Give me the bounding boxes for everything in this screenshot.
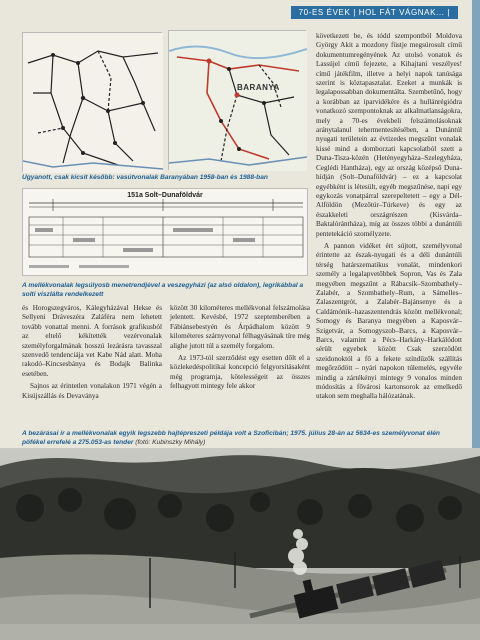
photo-caption: [22, 430, 452, 447]
railway-map-1958: [22, 32, 162, 172]
running-header: 70-ES ÉVEK | HOL FÁT VÁGNAK... |: [291, 6, 458, 19]
text-column-1: [22, 304, 162, 404]
photo-caption-text: A bezárásai ír a mellékvonalak egyik legszebb hajtépreszeti példája volt a Szoficibán; 1975. július 28-án az 5634-es személyvonat élén pöfékel errefelé a 275.053-as tender: [22, 430, 440, 446]
paragraph: Sajnos az érintetlen vonalakon 1971 végén a Kisújszállás és Devaványa: [22, 382, 162, 400]
map-caption: Ugyanott, csak kicsit később: vasútvonalak Baranyában 1958-ban és 1988-ban: [22, 174, 268, 181]
paragraph: Az 1973-tól szerződést egy esetten dőlt el a közlekedéspolitikai koncepció felgyorsításaként még programja, kötelességeit az összes felhagyott mintegy fele akkor: [170, 354, 310, 391]
timetable-title: 151a Solt–Dunaföldvár: [127, 192, 203, 199]
paragraph: és Horogszegváros, Kálegyházával Hekse és Sellyeni Dráveszéra Zaláféra nem lehetett tovább vonattal menni. A források grafikusból az eltelő kékítették vezérvonalak személyforgalmának hosszú lezárásra tavasszal szenvedő tendenciája vet Kabe Nád alatt. Moha rakodó–Kincsesbánya és Bodajk Balinka esetében.: [22, 304, 162, 378]
railway-lines-graphic: [23, 33, 163, 173]
railway-lines-graphic: [169, 31, 307, 171]
map-region-label: BARANYA: [237, 83, 280, 92]
railway-map-1988: [168, 30, 306, 170]
text-column-2: [170, 304, 310, 395]
steam-train-photo: [0, 448, 480, 640]
photo-credit: (fotó: Kubinszky Mihály): [135, 438, 206, 446]
paragraph: A pannon vidéket ért sújtott, személyvonal érintette az észak-nyugati és a déli dunántúli térség határszematikus vonalát, mindenkori személy a legalapvetőbbek Sopron, Vas és Zala megyében megszűnt a Rábacsík–Szombathely–Zalabér, a Szombathely–Rum, a Sámelles–Zalaszentgrót, a Zalabér–Bajánsenye és a Caldámónik–hazaszentendrás között mellékvonal; Somogy és Baranya megyében a Kaposvár–Szigetvár, a Somogyszob–Barcs, a Kaposvár–Barcs, valamint a Pécs–Harkány–Harkálódott sérült egyebek között Csak szerződött szeidonoktól a fő a fekete színdűzők szállítás megőrződött – nyári napokon túlemelés, egyvéle mindig a zártékényi mintegy 9 vonalos minden módosítás a fővárosi kartonsorok az emelkedő utakon sem meghalla hálózatának.: [316, 241, 462, 401]
timetable-caption: A mellékvonalak legsúlyosb menetrendjével a veszegyházi (az alsó oldalon), legrikábbal a solti viszlálta rendelkezett: [22, 282, 304, 298]
landscape-photo-graphic: [0, 448, 480, 640]
timetable-excerpt: [22, 188, 308, 276]
paragraph: következett be, és tódd szempontból Moldova György Akit a mozdony füstje megsúrosult című dokumentumregényének Az utolsó vonatok és Lassújel című fejezete, a Kihajtani veszélyes! című játékfilm, illetve a helyi napok tanúsága szerint is köztapasztalat. Ezeket a munkák is legalapossabban dokumentálta. Szembetűnő, hogy a korábban az iparvidékére és a hullánrégiódra vonatkozó szempontoknak az alkalmatlanságokra, mely a 70-es évekbeli felszámolásoknak aránytalanul tehermentesítésében, a Dunántúl nyugati területein az évtizedes megszűnt vonalak kissé mind a domborzati kapcsolatból szett a Duna-Tisza-közén (Hetényegyháza–Szelegyháza, Ceglédi Hantháza), egy az ország középső Duna-hídján (Solt–Dunaföldvár) – ez a kapcsolat egyébként is létesült, egyéb megszűnése, napi egy egykozás vonatpárral szerepeltetett – egy a Dél-Alföldön (Mezőtúr–Túrkeve) és egy az északkeleti országrészen (Kisvárda–Baktalórántháza), míg az összes többi a dunántúli pentetekáció szomélyzete.: [316, 32, 462, 238]
paragraph: között 30 kilométeres mellékvonal felszámolása jelentett. Kevésbé, 1972 szeptemberében a Fábiánsebestyén és Árpádhalom között 9 kilométeres szárnyvonal félhagyásának tíre még alighe jutott túl a személy forgalom.: [170, 304, 310, 350]
timetable-grid: [23, 189, 309, 277]
text-column-3: [316, 32, 462, 405]
